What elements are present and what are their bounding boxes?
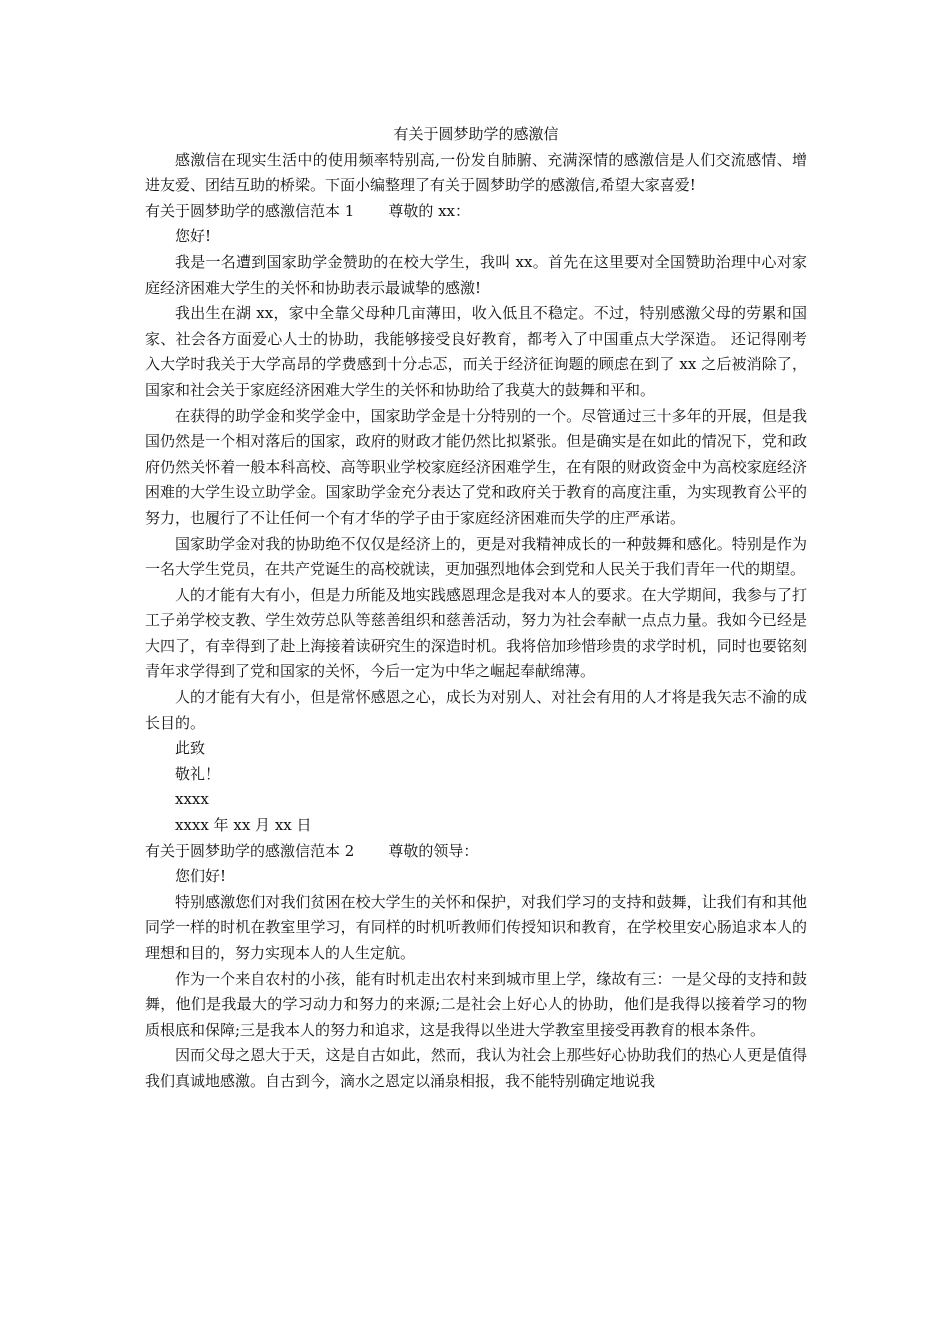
letter1-closing-2: 敬礼！	[175, 764, 221, 783]
letter1-closing-1: 此致	[175, 739, 206, 758]
letter1-paragraph-5: 人的才能有大有小，但是力所能及地实践感恩理念是我对本人的要求。在大学期间，我参与了打工子弟学校支教、学生效劳总队等慈善组织和慈善活动，努力为社会奉献一点点力量。我如今已经是大四了，有幸得到了赴上海接着读研究生的深造时机。我将倍加珍惜珍贵的求学时机，同时也要铭刻青年求学得到了党和国家的关怀，今后一定为中华之崛起奉献绵薄。	[145, 585, 807, 681]
letter2-greeting: 您们好!	[175, 867, 227, 886]
letter1-greeting: 您好!	[175, 227, 212, 246]
intro-paragraph: 感激信在现实生活中的使用频率特别高,一份发自肺腑、充满深情的感激信是人们交流感情、增进友爱、团结互助的桥梁。下面小编整理了有关于圆梦助学的感激信,希望大家喜爱!	[145, 150, 807, 195]
letter1-paragraph-3: 在获得的助学金和奖学金中，国家助学金是十分特别的一个。尽管通过三十多年的开展，但是我国仍然是一个相对落后的国家，政府的财政才能仍然比拟紧张。但是确实是在如此的情况下，党和政府仍然关怀着一般本科高校、高等职业学校家庭经济困难学生，在有限的财政资金中为高校家庭经济困难的大学生设立助学金。国家助学金充分表达了党和政府关于教育的高度注重，为实现教育公平的努力，也履行了不让任何一个有才华的学子由于家庭经济困难而失学的庄严承诺。	[145, 406, 807, 527]
letter2-paragraph-2: 作为一个来自农村的小孩，能有时机走出农村来到城市里上学，缘故有三：一是父母的支持和鼓舞，他们是我最大的学习动力和努力的来源;二是社会上好心人的协助，他们是我得以接着学习的物质根底和保障;三是我本人的努力和追求，这是我得以坐进大学教室里接受再教育的根本条件。	[145, 969, 807, 1039]
letter2-paragraph-1: 特别感激您们对我们贫困在校大学生的关怀和保护，对我们学习的支持和鼓舞，让我们有和其他同学一样的时机在教室里学习，有同样的时机听教师们传授知识和教育，在学校里安心肠追求本人的理想和目的，努力实现本人的人生定航。	[145, 892, 807, 962]
letter1-paragraph-2: 我出生在湖 xx，家中全靠父母种几亩薄田，收入低且不稳定。不过，特别感激父母的劳累和国家、社会各方面爱心人士的协助，我能够接受良好教育，都考入了中国重点大学深造。 还记得刚考入大学时我关于大学高昂的学费感到十分忐忑，而关于经济征询题的顾虑在到了 xx 之后被消除了，国家和社会关于家庭经济困难大学生的关怀和协助给了我莫大的鼓舞和平和。	[145, 304, 807, 399]
letter1-heading-line	[145, 199, 807, 225]
letter1-date: xxxx 年 xx 月 xx 日	[175, 816, 312, 835]
letter1-heading: 有关于圆梦助学的感激信范本 1	[145, 201, 355, 220]
letter2-heading-line	[145, 839, 807, 865]
letter2-salutation: 尊敬的领导：	[388, 841, 479, 860]
letter2-paragraph-3: 因而父母之恩大于天，这是自古如此，然而，我认为社会上那些好心协助我们的热心人更是值得我们真诚地感激。自古到今，滴水之恩定以涌泉相报，我不能特别确定地说我	[145, 1046, 807, 1090]
letter1-paragraph-6: 人的才能有大有小，但是常怀感恩之心，成长为对别人、对社会有用的人才将是我矢志不渝的成长目的。	[145, 688, 807, 732]
letter1-salutation: 尊敬的 xx：	[388, 201, 471, 220]
document-title: 有关于圆梦助学的感激信	[393, 125, 559, 143]
letter1-signature: xxxx	[175, 790, 209, 809]
letter2-heading: 有关于圆梦助学的感激信范本 2	[145, 841, 355, 860]
document-page	[145, 122, 807, 1095]
letter1-paragraph-1: 我是一名遭到国家助学金赞助的在校大学生，我叫 xx。首先在这里要对全国赞助治理中心对家庭经济困难大学生的关怀和协助表示最诚挚的感激!	[145, 252, 807, 297]
letter1-paragraph-4: 国家助学金对我的协助绝不仅仅是经济上的，更是对我精神成长的一种鼓舞和感化。特别是作为一名大学生党员，在共产党诞生的高校就读，更加强烈地体会到党和人民关于我们青年一代的期望。	[145, 534, 807, 579]
